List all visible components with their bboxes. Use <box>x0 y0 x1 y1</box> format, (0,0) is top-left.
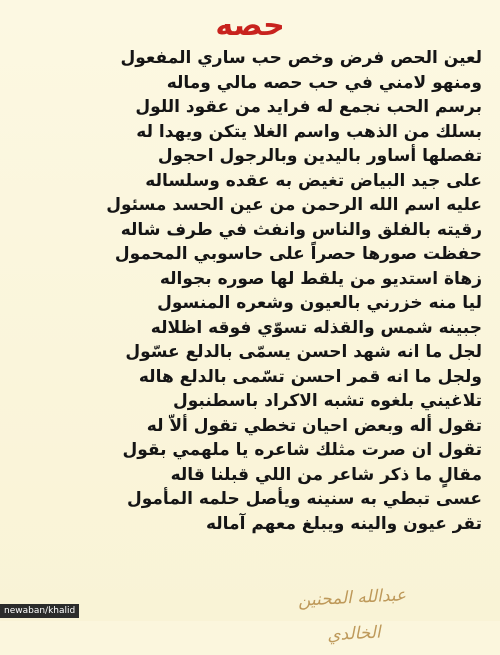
poem-line: تقر عيون والينه ويبلغ معهم آماله <box>205 513 482 534</box>
poem-title: حصه <box>215 8 285 43</box>
poem-line: جبينه شمس والقذله تسوّي فوقه اظلاله <box>150 317 482 338</box>
poem-line: مقالٍ ما ذكر شاعر من اللي قبلنا قاله <box>170 464 482 485</box>
poem-line: على جيد البياض تغيض به عقده وسلساله <box>145 170 482 191</box>
poem-body <box>106 46 482 536</box>
poem-line: ليا منه خزرني بالعيون وشعره المنسول <box>157 293 482 313</box>
poem-line: تقول أله وبعض احيان تخطي تقول ألاّ له <box>146 415 482 436</box>
poem-line: لجل ما انه شهد احسن يسمّى بالدلع عسّول <box>125 342 482 362</box>
poem-line: ومنهو لامني في حب حصه مالي وماله <box>166 72 482 93</box>
poem-line: رقيته بالفلق والناس وانفث في طرف شاله <box>120 219 482 240</box>
handwritten-signature: عبدالله المحنين الخالدي <box>297 585 407 646</box>
poem-line: تلاغيني بلغوه تشبه الاكراد باسطنبول <box>172 391 482 411</box>
poem-line: بسلك من الذهب واسم الغلا يتكن ويهدا له <box>136 121 482 142</box>
poem-line: زهاة استديو من يلقط لها صوره بجواله <box>159 268 482 289</box>
poem-line: عسى تبطي به سنينه ويأصل حلمه المأمول <box>127 489 482 509</box>
watermark-label: newaban/khalid <box>0 604 79 618</box>
poem-line: تقول ان صرت مثلك شاعره يا ملهمي بقول <box>122 440 482 460</box>
poem-line: لعين الحص فرض وخص حب ساري المفعول <box>120 48 482 68</box>
poem-line: ولجل ما انه قمر احسن تسّمى بالدلع هاله <box>138 366 482 387</box>
poem-line: تفصلها أساور باليدين وبالرجول احجول <box>157 146 482 166</box>
poem-line: برسم الحب نجمع له فرايد من عقود اللول <box>135 97 482 117</box>
poem-line: حفظت صورها حصراً على حاسوبي المحمول <box>114 244 482 264</box>
poem-line: عليه اسم الله الرحمن من عين الحسد مسئول <box>106 195 482 215</box>
